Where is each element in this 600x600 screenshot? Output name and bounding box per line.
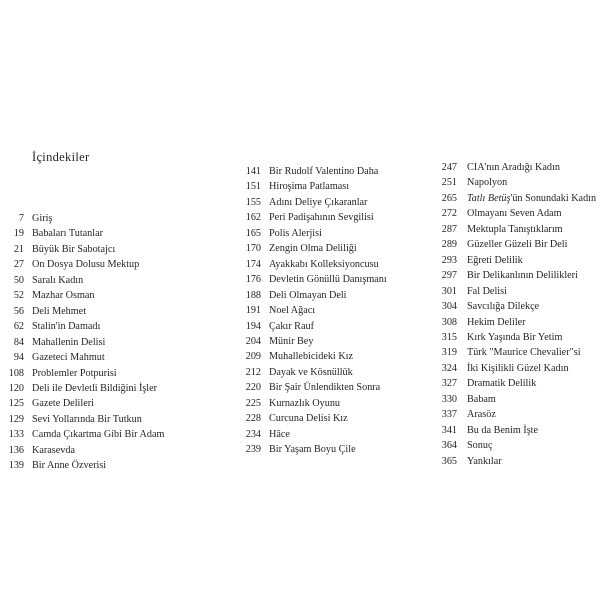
toc-entry-title: Peri Padişahının Sevgilisi: [269, 212, 374, 224]
toc-page-number: 191: [245, 305, 261, 317]
toc-page-number: 188: [245, 289, 261, 301]
toc-entry: [436, 455, 502, 469]
toc-entry-title: Mahallenin Delisi: [32, 336, 106, 348]
toc-entry: [3, 320, 101, 334]
toc-entry-title: Kurnazlık Oyunu: [269, 397, 341, 409]
toc-entry: [240, 397, 341, 411]
toc-page-number: 251: [441, 177, 457, 189]
toc-entry: [436, 377, 537, 391]
toc-entry-title: [467, 192, 596, 206]
toc-page-number: 194: [245, 320, 261, 332]
toc-entry: [240, 196, 368, 210]
toc-entry-title: Mazhar Osman: [32, 290, 95, 302]
toc-entry: [436, 161, 560, 175]
toc-entry-title: Gazete Delileri: [32, 398, 94, 410]
toc-entry: [3, 258, 140, 272]
toc-page-number: 162: [245, 212, 261, 224]
toc-page-number: 165: [245, 227, 261, 239]
toc-entry: [240, 273, 387, 287]
toc-entry-title: Adını Deliye Çıkaranlar: [269, 196, 368, 208]
toc-page-number: 62: [13, 321, 24, 333]
toc-entry-title: Giriş: [32, 213, 53, 224]
toc-entry-title: Hâce: [269, 428, 290, 440]
toc-page-number: 7: [18, 213, 24, 224]
toc-entry-title: Münir Bey: [269, 335, 314, 347]
toc-page-number: 52: [13, 290, 24, 302]
toc-entry-title: Dayak ve Kösnüllük: [269, 366, 353, 378]
toc-entry: [436, 176, 508, 190]
toc-page-number: 272: [441, 208, 457, 220]
toc-entry-title: Deli ile Devletli Bildiğini İşler: [32, 382, 158, 394]
toc-entry: [240, 320, 314, 334]
toc-entry-title: Eğreti Delilik: [467, 254, 523, 266]
toc-entry-title: Büyük Bir Sabotajcı: [32, 243, 116, 255]
toc-entry-title: Curcuna Delisi Kız: [269, 413, 348, 425]
toc-page-number: 265: [441, 192, 457, 204]
toc-page-number: 341: [441, 424, 457, 436]
toc-entry: [436, 346, 581, 360]
toc-entry: [436, 331, 563, 345]
toc-entry: [240, 428, 290, 442]
toc-entry-title: CIA'nın Aradığı Kadın: [467, 162, 560, 173]
toc-entry: [3, 444, 75, 458]
toc-entry-title: Hiroşima Patlaması: [269, 181, 350, 193]
toc-page-number: 315: [441, 331, 457, 343]
toc-page-number: 141: [245, 166, 261, 177]
toc-entry: [3, 459, 107, 473]
toc-page-number: 247: [441, 162, 457, 173]
toc-entry-title: Saralı Kadın: [32, 274, 84, 286]
toc-entry: [240, 289, 347, 303]
toc-page-number: 228: [245, 413, 261, 425]
toc-entry: [3, 227, 104, 241]
toc-entry: [3, 274, 84, 288]
toc-entry: [240, 335, 314, 349]
toc-entry-title: Arasöz: [467, 409, 496, 421]
toc-page-number: 94: [13, 352, 24, 364]
toc-entry-title: Sevi Yollarında Bir Tutkun: [32, 413, 142, 425]
toc-entry-title: Olmayanı Seven Adam: [467, 208, 562, 220]
toc-page-number: 364: [441, 440, 457, 452]
toc-heading: İçindekiler: [32, 150, 90, 164]
toc-entry: [3, 413, 142, 427]
toc-page-number: 19: [13, 228, 24, 240]
toc-entry: [3, 367, 117, 381]
toc-page-number: 133: [8, 429, 24, 441]
toc-entry: [240, 443, 356, 457]
toc-entry-title: Problemler Potpurisi: [32, 367, 117, 379]
toc-entry-title: Gazeteci Mahmut: [32, 352, 105, 364]
toc-page-number: 174: [245, 258, 261, 270]
toc-entry-title: Bir Yaşam Boyu Çile: [269, 444, 356, 456]
toc-entry: [3, 243, 116, 257]
toc-entry-title: Yankılar: [467, 455, 502, 467]
toc-entry: [3, 397, 94, 411]
toc-page-number: 220: [245, 382, 261, 394]
toc-entry: [3, 336, 106, 350]
toc-entry-title: Polis Alerjisi: [269, 227, 322, 239]
toc-entry-title: Sonuç: [467, 440, 493, 452]
toc-page-number: 287: [441, 223, 457, 235]
toc-entry: [240, 165, 379, 179]
toc-entry: [436, 408, 496, 422]
toc-entry: [436, 254, 523, 268]
toc-entry-title: Stalin'in Damadı: [32, 321, 101, 333]
toc-entry-title-rest: 'ün Sonundaki Kadın: [510, 192, 597, 204]
toc-entry-title: Bir Şair Ünlendikten Sonra: [269, 382, 381, 394]
toc-entry-title: Fal Delisi: [467, 285, 507, 297]
toc-page-number: 225: [245, 397, 261, 409]
toc-page-number: 301: [441, 285, 457, 297]
toc-entry-title: Camda Çıkartma Gibi Bir Adam: [32, 429, 165, 441]
toc-entry-title: Bir Anne Özverisi: [32, 460, 107, 472]
toc-entry: [240, 211, 374, 225]
toc-page-number: 176: [245, 274, 261, 286]
toc-entry: [3, 305, 87, 319]
toc-entry: [436, 207, 562, 221]
toc-page-number: 239: [245, 444, 261, 456]
toc-page-number: 139: [8, 460, 24, 472]
toc-entry: [436, 300, 540, 314]
toc-entry-title: Napolyon: [467, 177, 508, 189]
toc-page-number: 170: [245, 243, 261, 255]
toc-entry-title: Kırk Yaşında Bir Yetim: [467, 331, 563, 343]
toc-entry: [3, 382, 158, 396]
toc-page-number: 56: [13, 305, 24, 317]
toc-entry-title: Bir Rudolf Valentino Daha: [269, 166, 379, 177]
toc-entry: [3, 212, 53, 226]
toc-entry: [3, 351, 105, 365]
toc-entry: [3, 428, 165, 442]
toc-entry-title: Çakır Rauf: [269, 320, 314, 332]
toc-entry: [436, 223, 563, 237]
toc-page-number: 212: [245, 366, 261, 378]
toc-entry-title: Babaları Tutanlar: [32, 228, 104, 240]
toc-entry-title: Bu da Benim İşte: [467, 424, 539, 436]
toc-entry: [240, 350, 354, 364]
toc-page-number: 289: [441, 239, 457, 251]
toc-entry-title: İki Kişilikli Güzel Kadın: [467, 362, 569, 374]
toc-entry: [436, 238, 568, 252]
toc-entry-title: On Dosya Dolusu Mektup: [32, 259, 140, 271]
toc-entry: [240, 180, 350, 194]
toc-entry-title-italic: Tatlı Betüş: [467, 192, 511, 204]
toc-entry-title: Türk "Maurice Chevalier"si: [467, 347, 581, 359]
toc-entry: [436, 316, 526, 330]
toc-entry: [240, 381, 381, 395]
toc-page-number: 209: [245, 351, 261, 363]
toc-page-number: 136: [8, 444, 24, 456]
toc-entry-title: Zengin Olma Deliliği: [269, 243, 357, 255]
toc-page-number: 297: [441, 270, 457, 282]
toc-entry: [436, 393, 496, 407]
toc-entry-title: Deli Mehmet: [32, 305, 87, 317]
toc-page-number: 308: [441, 316, 457, 328]
toc-page-number: 204: [245, 335, 261, 347]
toc-entry-title: Deli Olmayan Deli: [269, 289, 347, 301]
toc-entry: [240, 412, 348, 426]
toc-page-number: 120: [8, 382, 24, 394]
toc-page-number: 293: [441, 254, 457, 266]
toc-page-number: 365: [441, 455, 457, 467]
toc-entry: [436, 439, 493, 453]
toc-page-number: 324: [441, 362, 457, 374]
toc-entry-title: Noel Ağacı: [269, 305, 316, 317]
toc-entry: [3, 289, 95, 303]
toc-entry: [436, 424, 539, 438]
toc-entry-title: Dramatik Delilik: [467, 378, 537, 390]
toc-column-3: [436, 0, 600, 600]
toc-entry-title: Mektupla Tanıştıklarım: [467, 223, 563, 235]
toc-page-number: 21: [13, 243, 24, 255]
toc-page-number: 337: [441, 409, 457, 421]
toc-entry: [436, 269, 578, 283]
toc-page-number: 327: [441, 378, 457, 390]
toc-entry-title: Hekim Deliler: [467, 316, 526, 328]
toc-entry: [240, 242, 357, 256]
toc-page-number: 155: [245, 196, 261, 208]
toc-page-number: 50: [13, 274, 24, 286]
toc-page-number: 234: [245, 428, 261, 440]
toc-entry-title: Ayakkabı Kolleksiyoncusu: [269, 258, 379, 270]
toc-page-number: 84: [13, 336, 24, 348]
toc-entry: [240, 227, 322, 241]
toc-entry-title: Bir Delikanlının Delilikleri: [467, 270, 578, 282]
toc-entry: [436, 192, 597, 206]
toc-page-number: 129: [8, 413, 24, 425]
toc-page-number: 151: [245, 181, 261, 193]
toc-entry-title: Devletin Gönüllü Danışmanı: [269, 274, 387, 286]
toc-entry: [436, 362, 569, 376]
toc-page-number: 330: [441, 393, 457, 405]
toc-entry-title: Babam: [467, 393, 496, 405]
toc-page-number: 108: [8, 367, 24, 379]
toc-page-number: 27: [13, 259, 24, 271]
toc-entry-title: Güzeller Güzeli Bir Deli: [467, 239, 568, 251]
toc-page-number: 125: [8, 398, 24, 410]
toc-entry: [240, 366, 353, 380]
toc-entry-title: Muhallebicideki Kız: [269, 351, 354, 363]
toc-page-number: 304: [441, 301, 457, 313]
toc-column-1: [3, 0, 203, 600]
toc-entry-title: Savcılığa Dilekçe: [467, 301, 540, 313]
toc-entry: [436, 285, 507, 299]
toc-entry-title: Karasevda: [32, 444, 75, 456]
toc-entry: [240, 304, 316, 318]
toc-page-number: 319: [441, 347, 457, 359]
toc-column-2: [240, 0, 440, 600]
toc-entry: [240, 258, 379, 272]
